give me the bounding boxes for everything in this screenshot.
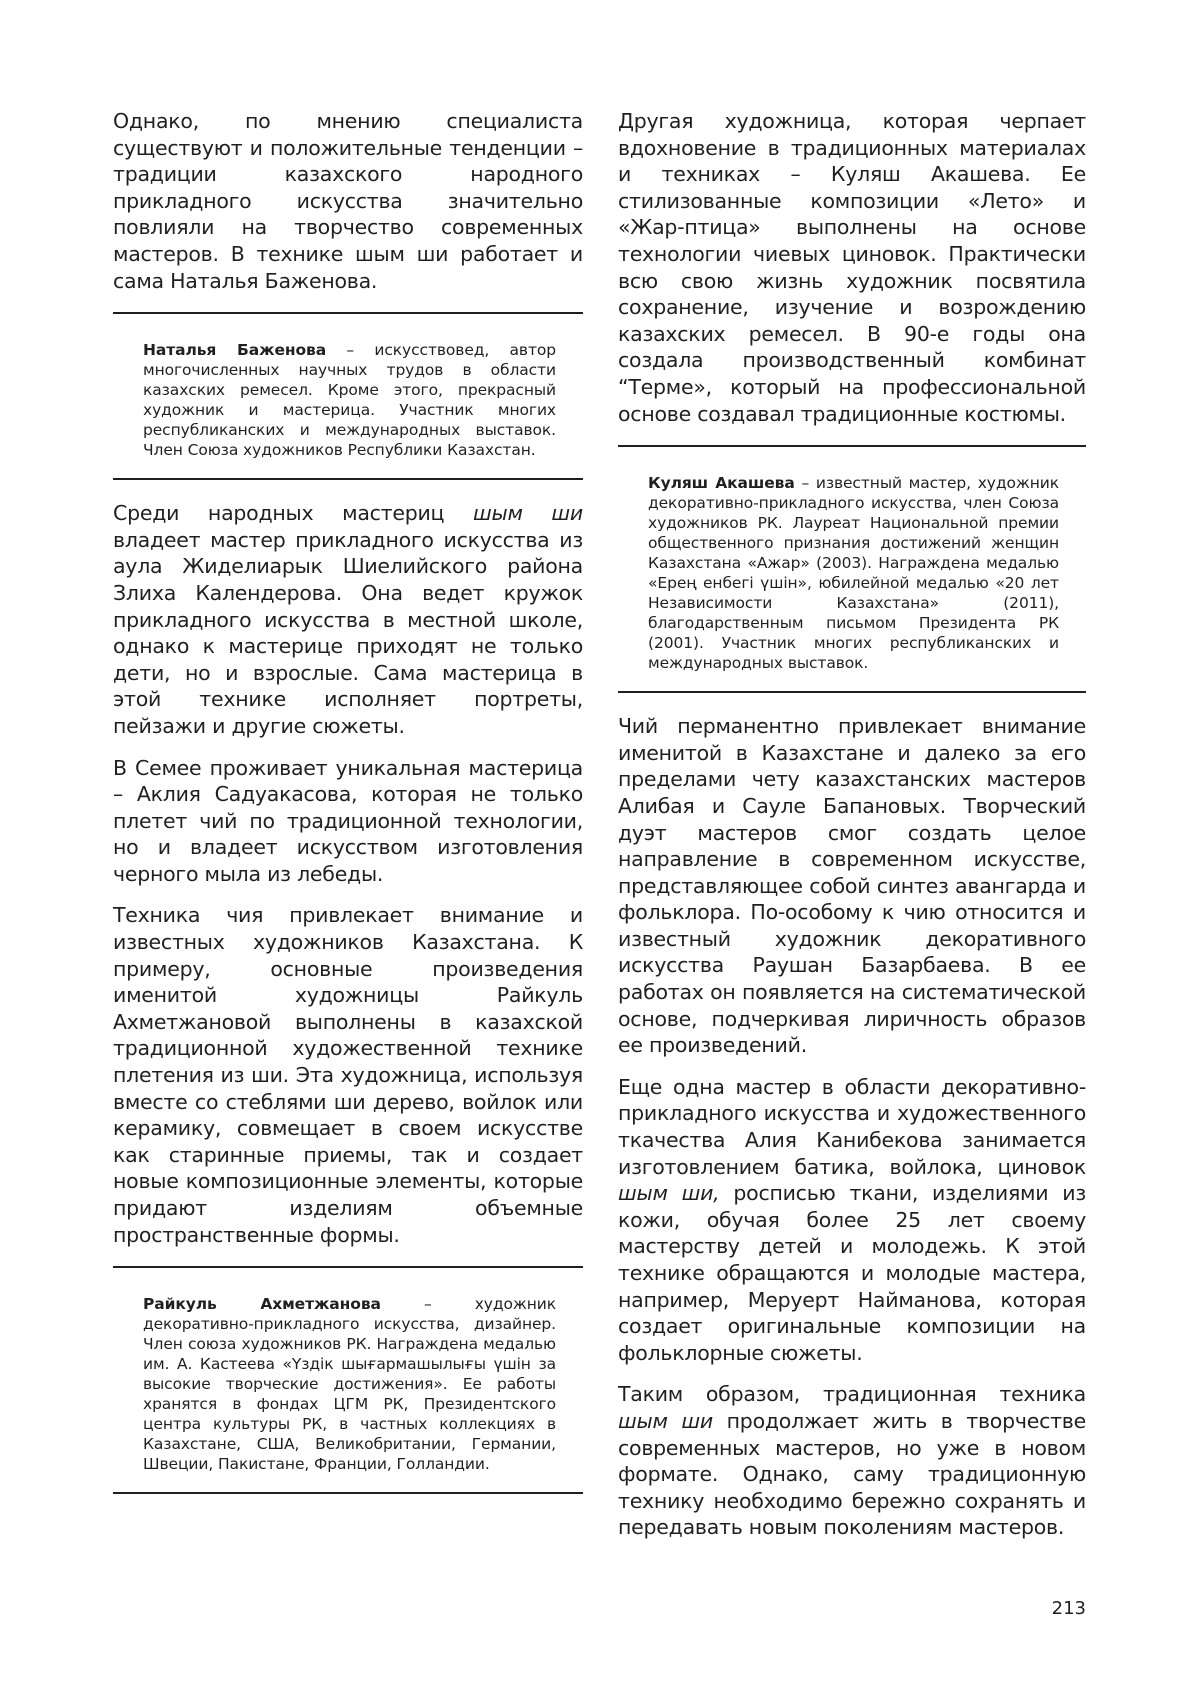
italic-term: шым ши [618,1408,713,1433]
bio-name: Райкуль Ахметжанова [143,1295,381,1314]
left-paragraph-1: Однако, по мнению специалиста существуют и положительные тенденции – традиции казахского народного прикладного искусства значительно повлияли на творчество современных мастеров. В технике шым ши работает и сама Наталья Баженова. [113,109,583,293]
text-run: продолжает жить в творчестве современных мастеров, но уже в новом формате. Однако, саму традиционную технику необходимо бережно сохранять и передавать новым поколениям мастеров. [618,1408,1086,1540]
left-paragraph-4: Техника чия привлекает внимание и известных художников Казахстана. К примеру, основные произведения именитой художницы Райкуль Ахметжановой выполнены в казахской традиционной художественной технике плетения из ши. Эта художница, используя вместе со стеблями ши дерево, войлок или керамику, совмещает в своем искусстве как старинные приемы, так и создает новые композиционные элементы, которые придают изделиям объемные пространственные формы. [113,903,583,1247]
bio-text [648,473,1059,673]
right-paragraph-1: Другая художница, которая черпает вдохновение в традиционных материалах и техниках – Куляш Акашева. Ее стилизованные композиции «Лето» и «Жар-птица» выполнены на основе технологии чиевых циновок. Практически всю свою жизнь художник посвятила сохранение, изучение и возрождению казахских ремесел. В 90-е годы она создала производственный комбинат “Терме», который на профессиональной основе создавал традиционные костюмы. [618,109,1086,426]
text-run: Среди народных мастериц [113,501,473,526]
italic-term: шым ши [473,501,583,526]
right-column [618,108,1086,1556]
bio-box-akasheva [618,445,1086,693]
page-number: 213 [1051,1598,1086,1619]
bio-name: Куляш Акашева [648,474,795,493]
bio-description: – известный мастер, художник декоративно-прикладного искусства, член Союза художников РК. Лауреат Национальной премии общественного признания достижений женщин Казахстана «Ажар» (2003). Награждена медалью «Ерең енбегі үшін», юбилейной медалью «20 лет Независимости Казахстана» (2011), благодарственным письмом Президента РК (2001). Участник многих республиканских и международных выставок. [648,474,1059,673]
text-run: Еще одна мастер в области декоративно-прикладного искусства и художественного ткачества Алия Канибекова занимается изготовлением батика, войлока, циновок [618,1074,1086,1179]
text-run: владеет мастер прикладного искусства из аула Жиделиарык Шиелийского района Злиха Календерова. Она ведет кружок прикладного искусства в местной школе, однако к мастерице приходят не только дети, но и взрослые. Сама мастерица в этой технике исполняет портреты, пейзажи и другие сюжеты. [113,527,583,738]
bio-box-bazhenova [113,312,583,480]
right-paragraph-3 [618,1074,1086,1367]
right-paragraph-4 [618,1381,1086,1541]
bio-box-akhmetzhanova [113,1266,583,1494]
bio-text [143,340,556,460]
right-paragraph-2: Чий перманентно привлекает внимание именитой в Казахстане и далеко за его пределами чету казахстанских мастеров Алибая и Сауле Бапановых. Творческий дуэт мастеров смог создать целое направление в современном искусстве, представляющее собой синтез авангарда и фольклора. По-особому к чию относится и известный художник декоративного искусства Раушан Базарбаева. В ее работах он появляется на систематической основе, подчеркивая лиричность образов ее произведений. [618,714,1086,1058]
bio-name: Наталья Баженова [143,341,327,360]
left-paragraph-3: В Семее проживает уникальная мастерица – Аклия Садуакасова, которая не только плетет чий по традиционной технологии, но и владеет искусством изготовления черного мыла из лебеды. [113,755,583,886]
italic-term: шым ши, [618,1181,720,1206]
bio-text [143,1294,556,1474]
bio-description: – искусствовед, автор многочисленных научных трудов в области казахских ремесел. Кроме этого, прекрасный художник и мастерица. Участник многих республиканских и международных выставок. Член Союза художников Республики Казахстан. [143,341,557,460]
left-column [113,108,583,1514]
bio-description: – художник декоративно-прикладного искусства, дизайнер. Член союза художников РК. Награждена медалью им. А. Кастеева «Үздік шығармашылығы үшін за высокие творческие достижения». Ее работы хранятся в фондах ЦГМ РК, Президентского центра культуры РК, в частных коллекциях в Казахстане, США, Великобритании, Германии, Швеции, Пакистане, Франции, Голландии. [143,1295,556,1474]
text-run: росписью ткани, изделиями из кожи, обучая более 25 лет своему мастерству детей и молодежь. К этой технике обращаются и молодые мастера, например, Меруерт Найманова, которая создает оригинальные композиции на фольклорные сюжеты. [618,1181,1087,1365]
left-paragraph-2 [113,500,583,739]
text-run: Таким образом, традиционная техника [618,1382,1086,1407]
